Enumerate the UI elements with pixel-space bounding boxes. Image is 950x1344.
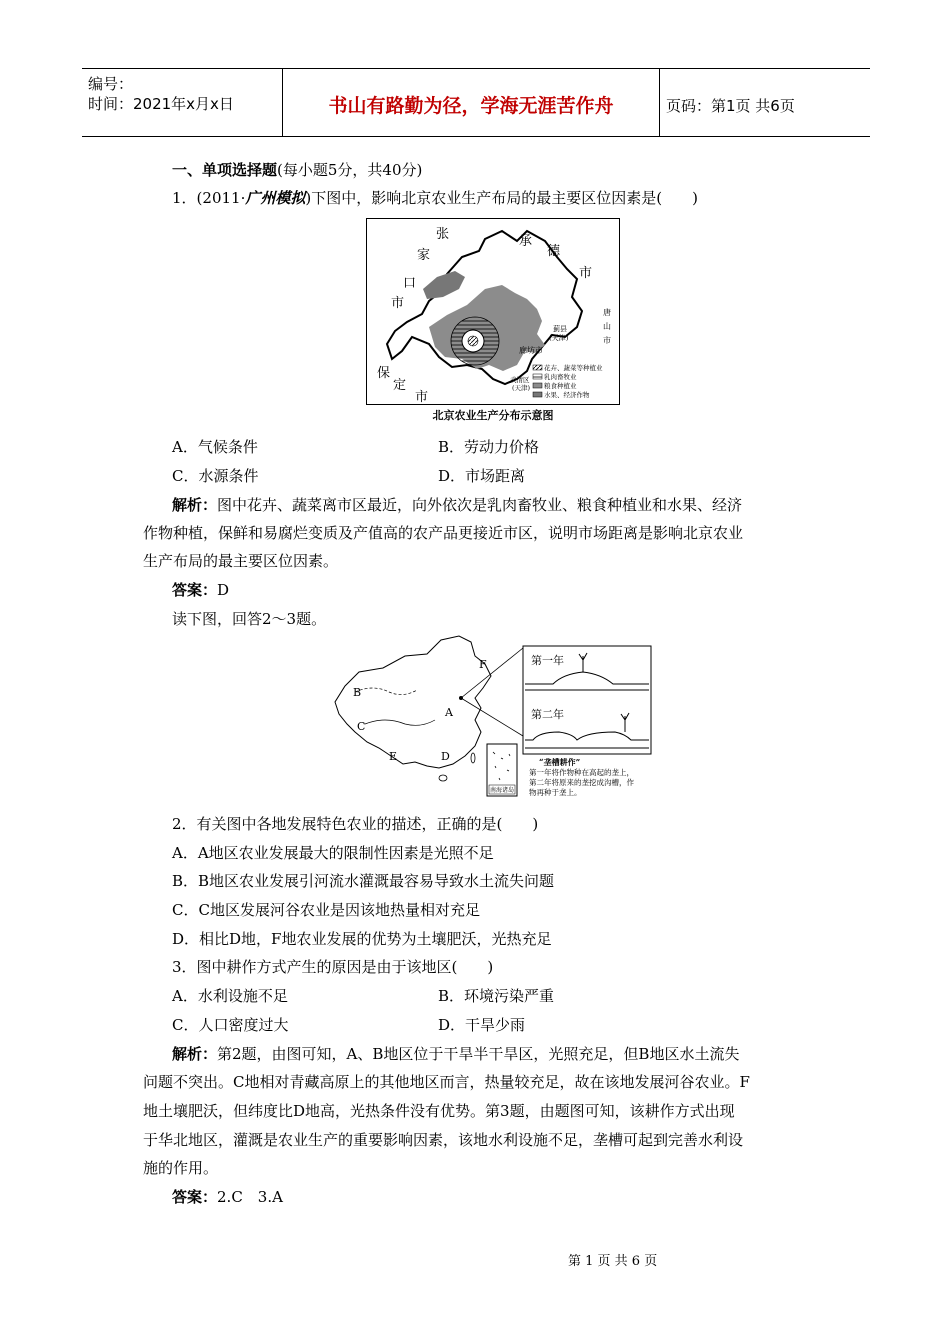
inset-label: 南海诸岛 (490, 787, 515, 794)
q1-source-post: ) (305, 189, 312, 207)
q1-analysis-text-1: 图中花卉、蔬菜离市区最近，向外依次是乳肉畜牧业、粮食种植业和水果、经济 (217, 496, 743, 514)
map-label-e: E (389, 750, 398, 763)
label-ding: 定 (393, 378, 407, 393)
q1-number: 1． (172, 189, 197, 207)
q3-option-b: B．环境污染严重 (438, 987, 555, 1005)
q1-analysis-label: 解析： (172, 496, 218, 514)
q2-option-a: A．A地区农业发展最大的限制性因素是光照不足 (172, 844, 494, 862)
analysis2-answer (172, 1187, 283, 1207)
page-label: 页码：第1页 共6页 (666, 97, 795, 115)
label-shi1: 市 (391, 296, 405, 311)
label-jixian: 蓟县 (553, 325, 567, 333)
header-motto-cell (283, 69, 660, 136)
label-jixian-tj: (天津) (549, 334, 569, 342)
legend-item-fruit: 水果、经济作物 (544, 391, 590, 399)
page-footer: 第 1 页 共 6 页 (568, 1254, 658, 1269)
analysis2-line-4: 于华北地区，灌溉是农业生产的重要影响因素，该地水利设施不足，垄槽可起到完善水利设 (143, 1131, 744, 1149)
q1-option-b: B．劳动力价格 (438, 438, 540, 456)
analysis2-answer-label: 答案： (172, 1188, 218, 1206)
beijing-agriculture-map (366, 218, 620, 405)
q1-analysis-line-2: 作物种植，保鲜和易腐烂变质及产值高的农产品更接近市区，说明市场距离是影响北京农业 (143, 524, 744, 542)
china-farming-figure (325, 628, 653, 800)
page-header (82, 68, 870, 137)
q1-source: 广州模拟 (245, 189, 306, 207)
q2-option-d: D．相比D地，F地农业发展的优势为土壤肥沃，光热充足 (172, 930, 552, 948)
analysis2-line-2: 问题不突出。C地相对青藏高原上的其他地区而言，热量较充足，故在该地发展河谷农业。F (143, 1073, 750, 1091)
header-meta-cell (82, 69, 283, 136)
section-heading (172, 160, 422, 180)
label-kou: 口 (403, 276, 417, 291)
section-title: 一、单项选择题 (172, 161, 278, 179)
map-label-b: B (353, 686, 362, 699)
method-line-1: 第一年将作物种在高起的垄上， (529, 768, 634, 777)
label-shan: 山 (603, 322, 611, 331)
map-label-c: C (357, 720, 366, 733)
q1-option-a: A．气候条件 (172, 438, 258, 456)
year1-label: 第一年 (531, 654, 564, 667)
method-title: “垄槽耕作” (539, 757, 581, 767)
label-shi3: 市 (415, 390, 429, 404)
label-zhang: 张 (436, 227, 450, 242)
section-note: (每小题5分，共40分) (277, 161, 423, 179)
serial-label: 编号： (88, 75, 134, 93)
q3-option-a: A．水利设施不足 (172, 987, 288, 1005)
q1-stem-text: 下图中，影响北京农业生产布局的最主要区位因素是( ) (311, 189, 698, 207)
label-shi2: 市 (579, 266, 593, 281)
q3-stem: 3．图中耕作方式产生的原因是由于该地区( ) (172, 958, 494, 976)
q1-source-pre: (2011· (196, 189, 246, 207)
q1-answer-value: D (217, 581, 230, 599)
analysis2-line-3: 地土壤肥沃，但纬度比D地高，光热条件没有优势。第3题，由题图可知，该耕作方式出现 (143, 1102, 735, 1120)
motto: 书山有路勤为径，学海无涯苦作舟 (328, 95, 614, 117)
header-page-cell (660, 69, 870, 136)
q1-answer (172, 580, 229, 600)
map-label-a: A (445, 706, 453, 719)
label-bao: 保 (377, 366, 391, 381)
q1-option-c: C．水源条件 (172, 467, 259, 485)
map-label-d: D (441, 750, 450, 763)
q1-stem (172, 188, 698, 208)
analysis2-label: 解析： (172, 1045, 218, 1063)
legend-item-vegetable: 花卉、蔬菜等种植业 (544, 364, 603, 372)
q2-option-b: B．B地区农业发展引河流水灌溉最容易导致水土流失问题 (172, 872, 555, 890)
q1-analysis-line-3: 生产布局的最主要区位因素。 (143, 552, 339, 570)
read-prompt: 读下图，回答2～3题。 (172, 610, 327, 628)
map-caption: 北京农业生产分布示意图 (432, 409, 554, 422)
analysis2-answer-value: 2.C 3.A (217, 1188, 283, 1206)
label-de: 德 (547, 244, 561, 259)
label-wuqing-tj: (天津) (512, 384, 531, 392)
q3-option-c: C．人口密度过大 (172, 1016, 289, 1034)
label-tang: 唐 (603, 308, 611, 317)
map-legend (533, 363, 603, 399)
time-label: 时间：2021年x月x日 (88, 95, 234, 113)
q1-option-d: D．市场距离 (438, 467, 526, 485)
method-line-3: 物再种于垄上。 (529, 788, 582, 797)
q2-stem: 2．有关图中各地发展特色农业的描述，正确的是( ) (172, 815, 539, 833)
beijing-map-svg (367, 219, 619, 404)
label-jia: 家 (417, 248, 431, 263)
legend-item-grain: 粮食种植业 (544, 382, 577, 390)
method-line-2: 第二年将原来的垄挖成沟槽，作 (529, 778, 634, 787)
year2-label: 第二年 (531, 708, 564, 721)
q1-answer-label: 答案： (172, 581, 218, 599)
q2-option-c: C．C地区发展河谷农业是因该地热量相对充足 (172, 901, 480, 919)
label-cheng: 承 (519, 234, 533, 249)
analysis2-line-5: 施的作用。 (143, 1159, 219, 1177)
label-langfang: 廊坊市 (519, 346, 543, 355)
map-label-f: F (479, 658, 487, 671)
legend-item-dairy: 乳肉畜牧业 (544, 373, 577, 381)
analysis2-line-1 (172, 1044, 739, 1064)
label-wuqing: 武清区 (510, 376, 530, 384)
q1-analysis-line-1 (172, 495, 742, 515)
q3-option-d: D．干旱少雨 (438, 1016, 526, 1034)
label-shi4: 市 (603, 336, 611, 345)
analysis2-text-1: 第2题，由图可知，A、B地区位于干旱半干旱区，光照充足，但B地区水土流失 (217, 1045, 740, 1063)
china-figure-svg (325, 628, 653, 800)
